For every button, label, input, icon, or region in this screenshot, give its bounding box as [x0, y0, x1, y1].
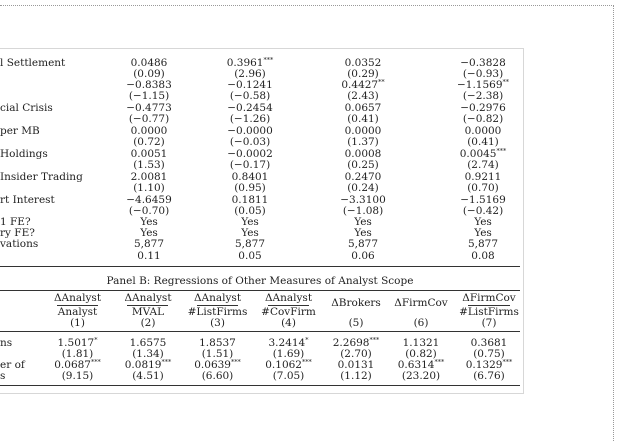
table-cell: Yes: [354, 227, 372, 239]
row-label: rt Interest: [0, 194, 55, 206]
table-cell: 0.06: [351, 250, 375, 262]
table-cell: (0.25): [347, 159, 379, 171]
table-cell: (7.05): [272, 370, 305, 382]
table-cell: (−0.17): [229, 159, 271, 171]
page-border-right: [613, 5, 614, 441]
table-cell: 0.0008: [344, 148, 382, 160]
table-cell: 2.2698***: [332, 336, 380, 349]
col-header-num: (3): [210, 317, 225, 329]
table-cell: Yes: [241, 227, 259, 239]
table-cell: 0.0131: [337, 359, 375, 371]
table-cell: (4.51): [132, 370, 164, 382]
col-header-top: ΔAnalyst: [264, 292, 313, 304]
table-cell: Yes: [474, 227, 492, 239]
col-header-mid: #CovFirm: [261, 306, 316, 318]
row-label: ry FE?: [0, 227, 35, 239]
table-cell: (1.53): [133, 159, 165, 171]
table-cell: 0.3961***: [226, 56, 274, 69]
table-cell: (0.72): [133, 136, 165, 148]
table-cell: −0.2976: [460, 102, 506, 114]
table-cell: 0.2470: [344, 171, 382, 183]
table-cell: 0.08: [471, 250, 495, 262]
table-cell: 0.0000: [344, 125, 382, 137]
table-cell: 0.0657: [344, 102, 382, 114]
row-label: Holdings: [0, 148, 48, 160]
table-cell: 0.0000: [464, 125, 502, 137]
table-cell: −0.3828: [460, 57, 506, 69]
panel-divider: [0, 266, 520, 267]
table-cell: (0.09): [133, 68, 165, 80]
table-cell: 0.0000: [130, 125, 168, 137]
table-cell: (0.75): [473, 348, 505, 360]
table-cell: (6.76): [473, 370, 505, 382]
table-cell: 0.4427**: [341, 78, 385, 91]
table-cell: (0.95): [234, 182, 266, 194]
table-cell: (1.12): [340, 370, 372, 382]
table-cell: (−0.42): [462, 205, 504, 217]
table-cell: 0.05: [238, 250, 262, 262]
col-header-num: (6): [413, 317, 429, 329]
col-header-top: ΔAnalyst: [53, 292, 102, 304]
table-cell: Yes: [140, 227, 158, 239]
page-border-top: [0, 5, 614, 6]
panel-b-title: Panel B: Regressions of Other Measures of Analyst Scope: [106, 275, 414, 287]
table-cell: 0.0045***: [459, 147, 507, 160]
table-cell: −0.0002: [227, 148, 273, 160]
col-header-mid: Analyst: [57, 306, 98, 318]
table-cell: 0.1062***: [265, 358, 312, 371]
table-cell: (−0.77): [128, 113, 170, 125]
table-cell: (9.15): [61, 370, 94, 382]
table-cell: 5,877: [467, 238, 499, 250]
table-cell: 0.3681: [470, 337, 508, 349]
table-cell: (2.70): [340, 348, 372, 360]
row-label: cial Crisis: [0, 102, 53, 114]
table-cell: 0.0486: [130, 57, 168, 69]
table-cell: 1.6575: [129, 337, 167, 349]
table-cell: (−0.93): [462, 68, 504, 80]
row-label: ns: [0, 337, 13, 349]
table-cell: −0.2454: [227, 102, 273, 114]
table-cell: 0.6314***: [397, 358, 445, 371]
table-cell: −4.6459: [126, 194, 172, 206]
table-cell: 0.0051: [130, 148, 168, 160]
table-cell: (−0.03): [229, 136, 271, 148]
row-label: vations: [0, 238, 39, 250]
table-cell: (1.51): [201, 348, 234, 360]
col-header-top: ΔAnalyst: [193, 292, 242, 304]
table-cell: −1.1569**: [456, 78, 510, 91]
table-cell: 0.1811: [231, 194, 269, 206]
table-cell: 5,877: [347, 238, 379, 250]
table-cell: −0.1241: [227, 79, 273, 91]
col-header-top: ΔAnalyst: [124, 292, 172, 304]
row-label: s: [0, 370, 6, 382]
panel-b-title-rule: [0, 290, 520, 291]
table-cell: 0.0352: [344, 57, 382, 69]
col-header-mid: #ListFirms: [187, 306, 248, 318]
col-header-top: ΔFirmCov: [394, 297, 448, 309]
table-cell: 0.11: [137, 250, 161, 262]
table-cell: 1.8537: [199, 337, 236, 349]
table-cell: 3.2414*: [268, 336, 309, 349]
row-label: Insider Trading: [0, 171, 83, 183]
col-header-top: ΔBrokers: [331, 297, 381, 309]
table-cell: 0.1329***: [465, 358, 513, 371]
table-cell: 0.9211: [464, 171, 502, 183]
panel-b-bottom-rule: [0, 385, 520, 386]
table-cell: 0.0639***: [194, 358, 241, 371]
row-label: 1 FE?: [0, 216, 31, 228]
table-cell: (−2.38): [462, 90, 504, 102]
table-cell: (−1.15): [128, 90, 170, 102]
table-cell: Yes: [474, 216, 492, 228]
table-cell: (2.74): [467, 159, 499, 171]
col-header-num: (5): [348, 317, 364, 329]
table-cell: (0.29): [347, 68, 379, 80]
table-cell: 1.1321: [402, 337, 440, 349]
table-page: [0, 48, 524, 394]
row-label: l Settlement: [0, 57, 66, 69]
table-cell: −0.0000: [227, 125, 273, 137]
table-cell: −3.3100: [340, 194, 386, 206]
table-cell: (23.20): [401, 370, 441, 382]
table-cell: (0.70): [467, 182, 499, 194]
table-cell: (0.24): [347, 182, 379, 194]
table-cell: (−1.08): [342, 205, 384, 217]
table-cell: (−1.26): [229, 113, 271, 125]
table-cell: (2.43): [347, 90, 379, 102]
table-cell: Yes: [140, 216, 158, 228]
table-cell: (1.10): [133, 182, 165, 194]
table-cell: 0.0687***: [54, 358, 101, 371]
col-header-num: (1): [70, 317, 85, 329]
table-cell: (2.96): [234, 68, 266, 80]
col-header-mid: MVAL: [131, 306, 165, 318]
col-header-num: (2): [140, 317, 156, 329]
table-cell: 1.5017*: [57, 336, 98, 349]
table-cell: (−0.58): [229, 90, 271, 102]
col-header-num: (4): [281, 317, 296, 329]
table-cell: 0.0819***: [124, 358, 172, 371]
col-header-top: ΔFirmCov: [462, 292, 516, 304]
row-label: per MB: [0, 125, 40, 137]
table-cell: −1.5169: [460, 194, 506, 206]
table-cell: (1.81): [61, 348, 94, 360]
panel-b-header-rule: [0, 331, 520, 332]
table-cell: 5,877: [133, 238, 165, 250]
col-header-mid: #ListFirms: [459, 306, 519, 318]
table-cell: (1.37): [347, 136, 379, 148]
table-cell: 5,877: [234, 238, 266, 250]
row-label: er of: [0, 359, 25, 371]
table-cell: (−0.70): [128, 205, 170, 217]
table-cell: 0.8401: [231, 171, 269, 183]
table-cell: −0.8383: [126, 79, 172, 91]
table-cell: (0.41): [467, 136, 499, 148]
table-cell: −0.4773: [126, 102, 172, 114]
table-cell: (1.34): [132, 348, 164, 360]
table-cell: (0.82): [405, 348, 437, 360]
table-cell: (1.69): [272, 348, 305, 360]
table-cell: (−0.82): [462, 113, 504, 125]
table-cell: (0.05): [234, 205, 266, 217]
table-cell: (0.41): [347, 113, 379, 125]
table-cell: Yes: [241, 216, 259, 228]
col-header-num: (7): [481, 317, 497, 329]
table-cell: Yes: [354, 216, 372, 228]
table-cell: (6.60): [201, 370, 234, 382]
table-cell: 2.0081: [130, 171, 168, 183]
